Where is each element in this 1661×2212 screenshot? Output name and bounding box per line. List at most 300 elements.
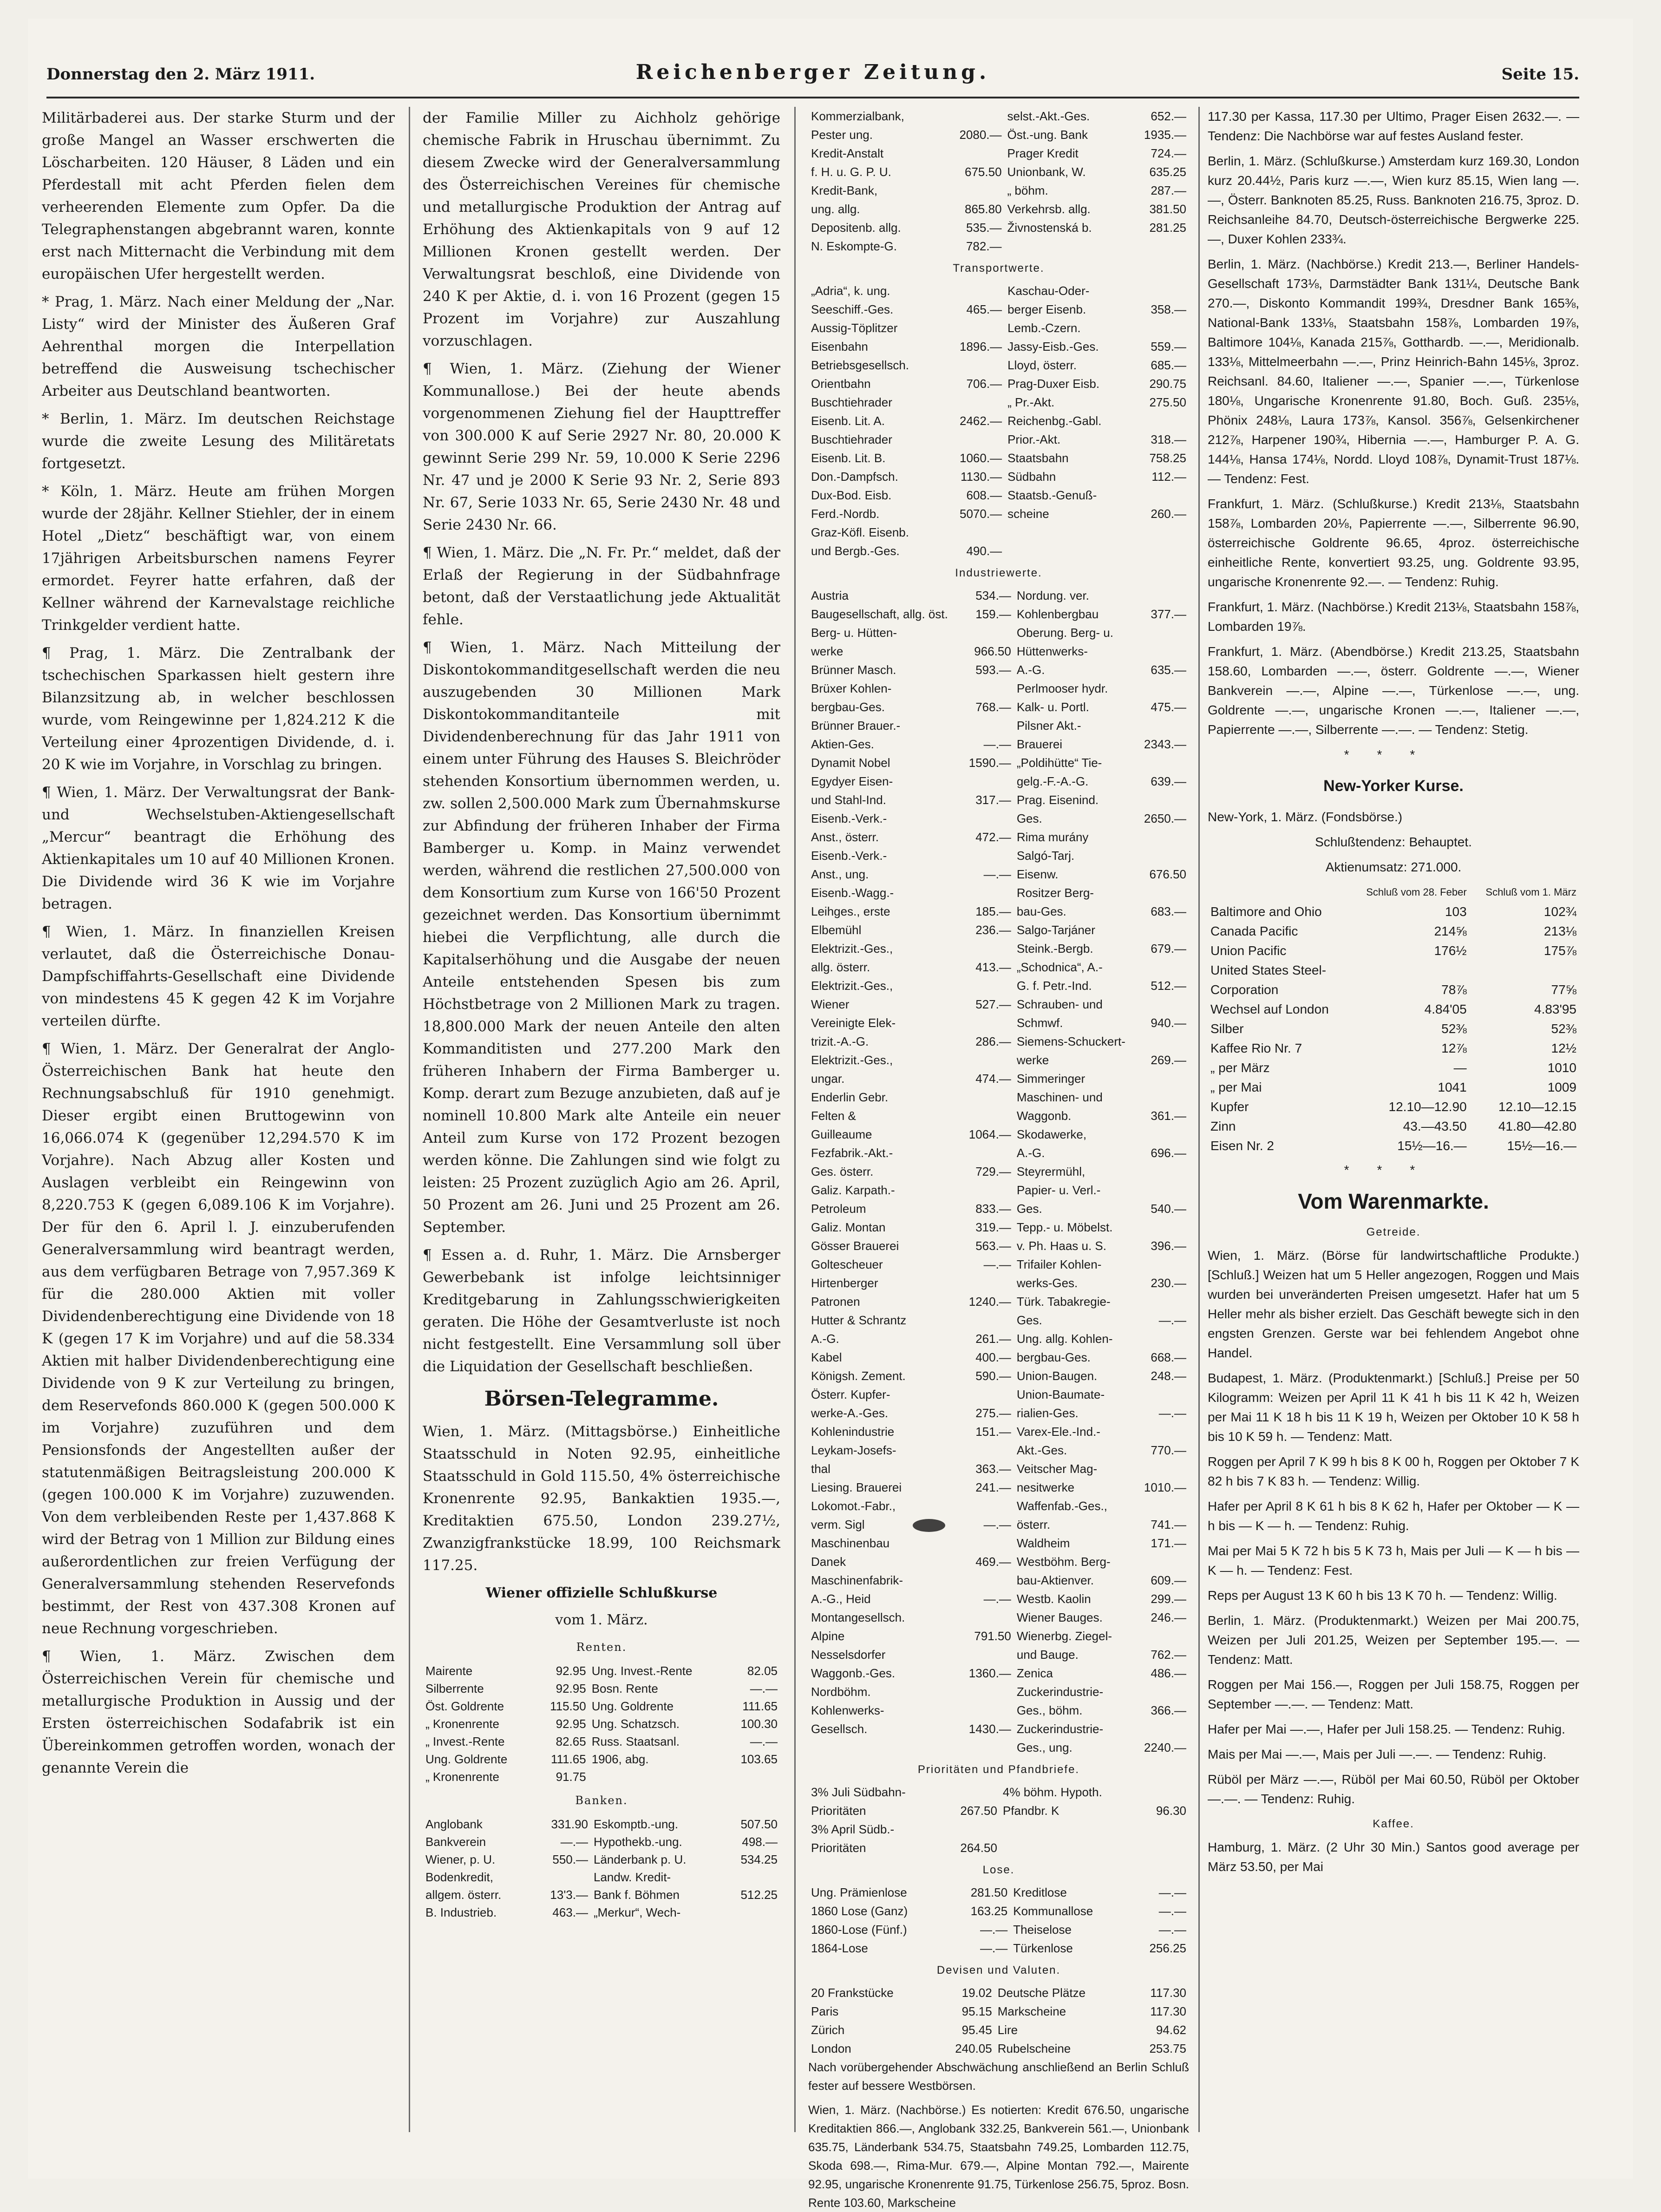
table-row	[808, 2002, 1189, 2021]
table-cell	[589, 1768, 726, 1786]
table-cell: Liesing. Brauerei	[811, 1480, 902, 1494]
table-cell	[941, 107, 1005, 125]
table-cell: Kommunallose	[1013, 1904, 1093, 1918]
table-cell	[1134, 412, 1189, 430]
table-cell: Akt.-Ges.	[1016, 1443, 1067, 1457]
table-cell	[1138, 1088, 1189, 1106]
table-cell	[1138, 753, 1189, 772]
table-cell: 175⅞	[1543, 943, 1576, 958]
table-cell: Gesellsch.	[811, 1722, 868, 1736]
table-row	[808, 1014, 1189, 1032]
table-row	[1208, 1000, 1579, 1019]
table-row	[808, 1920, 1189, 1939]
table-row	[808, 1664, 1189, 1682]
table-row	[808, 958, 1189, 976]
table-cell: 236.—	[975, 923, 1011, 937]
table-cell	[1134, 523, 1189, 542]
table-cell: werks-Ges.	[1016, 1276, 1078, 1290]
column-header: Schluß vom 1. März	[1485, 886, 1576, 898]
table-cell: 683.—	[1151, 904, 1186, 918]
table-row	[808, 1801, 1189, 1820]
table-cell	[1138, 883, 1189, 902]
table-cell: und Bergb.-Ges.	[811, 544, 900, 558]
table-cell: 2343.—	[1144, 737, 1186, 751]
table-cell	[942, 523, 1005, 542]
table-cell: Simmeringer	[1016, 1072, 1086, 1086]
table-cell: Perlmooser hydr.	[1016, 681, 1108, 695]
table-cell: „Poldihütte“ Tie-	[1016, 756, 1102, 770]
table-cell: Kredit-Anstalt	[811, 146, 884, 160]
table-row	[808, 1497, 1189, 1515]
table-cell: 1864-Lose	[811, 1941, 868, 1955]
table-cell	[1138, 1552, 1189, 1571]
table-cell	[962, 716, 1014, 735]
column-header: Schluß vom 28. Feber	[1366, 886, 1467, 898]
table-cell: Ung. Goldrente	[425, 1752, 508, 1766]
table-cell: —.—	[983, 1257, 1011, 1271]
page-number: Seite 15.	[1501, 65, 1579, 84]
subheading: vom 1. März.	[555, 1612, 648, 1628]
table-cell: Goltescheuer	[811, 1257, 883, 1271]
column-4	[1208, 107, 1579, 2132]
table-row	[808, 393, 1189, 412]
table-cell	[962, 1014, 1014, 1032]
table-cell: thal	[811, 1462, 830, 1476]
table-row	[808, 698, 1189, 716]
table-cell: Felten &	[811, 1109, 856, 1123]
table-cell	[723, 1868, 780, 1886]
table-cell: Galiz. Montan	[811, 1220, 886, 1234]
table-cell: —.—	[750, 1734, 778, 1748]
table-row	[423, 1833, 780, 1851]
table-cell: Ung. Schatzsch.	[591, 1717, 680, 1731]
table-cell	[1470, 961, 1579, 980]
article-paragraph: ¶ Wien, 1. März. (Ziehung der Wiener Kommunallose.) Bei der heute abends vorgenommenen Ziehung fiel der Haupttreffer von 300.000 K auf Serie 2927 Nr. 80, 20.000 K gewinnt Serie 299 Nr. 59, 10.000 K Serie 2296 Nr. 47 und je 2000 K Serie 93 Nr. 2, Serie 893 Nr. 67, Serie 1033 Nr. 65, Serie 2430 Nr. 48 und Serie 2430 Nr. 66.	[423, 360, 780, 533]
table-cell: Waggonb.-Ges.	[811, 1666, 896, 1680]
table-cell: Lire	[997, 2023, 1018, 2037]
table-cell: Lloyd, österr.	[1007, 358, 1077, 372]
table-cell: 1896.—	[960, 340, 1002, 353]
table-cell: 12⅞	[1441, 1041, 1467, 1055]
table-cell	[1134, 319, 1189, 337]
table-cell: werke-A.-Ges.	[811, 1406, 889, 1420]
quote-table-newyork	[1208, 883, 1579, 1156]
table-cell: Enderlin Gebr.	[811, 1090, 889, 1104]
table-cell: bau-Aktienver.	[1016, 1573, 1094, 1587]
table-row	[808, 449, 1189, 467]
table-cell	[943, 1820, 1000, 1839]
table-cell: 679.—	[1151, 942, 1186, 955]
table-cell: Schmwf.	[1016, 1016, 1063, 1030]
table-cell: Berg- u. Hütten-	[811, 626, 897, 640]
table-row	[423, 1886, 780, 1904]
table-row	[808, 902, 1189, 921]
article-paragraph: Frankfurt, 1. März. (Nachbörse.) Kredit 213⅛, Staatsbahn 158⅞, Lombarden 19⅞.	[1208, 600, 1579, 634]
article-paragraph: Nach vorübergehender Abschwächung anschließend an Berlin Schluß fester auf bessere Westbörsen.	[808, 2060, 1189, 2093]
table-cell	[1125, 237, 1189, 255]
table-row	[808, 1720, 1189, 1738]
table-cell: 791.50	[974, 1629, 1011, 1643]
article-paragraph: Hamburg, 1. März. (2 Uhr 30 Min.) Santos good average per März 53.50, per Mai	[1208, 1840, 1579, 1874]
table-cell	[1000, 1820, 1141, 1839]
table-cell	[962, 623, 1014, 642]
table-cell	[942, 281, 1005, 300]
table-cell: 377.—	[1151, 607, 1186, 621]
table-cell: Öst. Goldrente	[425, 1699, 504, 1713]
subheading: Industriewerte.	[955, 567, 1042, 579]
table-cell: 52⅜	[1551, 1021, 1576, 1036]
table-cell: 319.—	[975, 1220, 1011, 1234]
column-1	[42, 107, 395, 2132]
table-cell	[726, 1768, 780, 1786]
table-row	[808, 144, 1189, 163]
quote-table-renten	[423, 1662, 780, 1786]
article-paragraph: ¶ Wien, 1. März. Nach Mitteilung der Diskontokommanditgesellschaft werden die neu auszugebenden 30 Millionen Mark Diskontokommanditanteile mit Dividendenberechnung für das Jahr 1911 von einem unter Führung des Hauses S. Bleichröder stehenden Konsortium übernommen werden, u. zw. sollen 2,500.000 Mark zum Übernahmskurse zur Abfindung der früheren Inhaber der Firma Bamberger u. Komp. in Mainz verwendet werden, während die restlichen 27,500.000 von dem Konsortium zum Kurse von 166'50 Prozent gezeichnet werden. Das Konsortium übernimmt hiebei die Verpflichtung, alle durch die Kapitalserhöhung und die Ausgabe der neuen Anteile entstehenden Spesen bis zum Höchstbetrage von 2 Millionen Mark zu tragen. 18,800.000 Mark der neuen Anteile den alten Kommanditisten und 277.200 Mark den früheren Inhabern der Firma Bamberger u. Komp. derart zum Bezuge anzubieten, daß auf je nominell 10.800 Mark alte Anteile ein neuer Anteil zum Kurse von 172 Prozent bezogen werden könne. Die Zahlungen sind wie folgt zu leisten: 25 Prozent zuzüglich Agio am 26. April, 50 Prozent am 26. Juni und 25 Prozent am 26. September.	[423, 639, 780, 1236]
table-cell	[962, 1385, 1014, 1404]
table-cell	[1005, 237, 1125, 255]
table-row	[808, 753, 1189, 772]
table-cell: „Schodnica“, A.-	[1016, 960, 1103, 974]
table-row	[1208, 980, 1579, 1000]
table-row	[808, 716, 1189, 735]
table-row	[808, 486, 1189, 504]
table-cell: Union Pacific	[1210, 943, 1287, 958]
table-row	[808, 430, 1189, 449]
table-cell: Prioritäten	[811, 1841, 866, 1855]
subheading: Renten.	[576, 1641, 627, 1654]
article-paragraph: Roggen per Mai 156.—, Roggen per Juli 158.75, Roggen per September —.—. — Tendenz: Matt.	[1208, 1677, 1579, 1711]
table-row	[808, 412, 1189, 430]
table-cell: „ Kronenrente	[425, 1717, 499, 1731]
table-cell: 214⅝	[1434, 924, 1467, 938]
table-cell: —	[1453, 1060, 1467, 1075]
table-row	[423, 1697, 780, 1715]
table-cell: 1860-Lose (Fünf.)	[811, 1923, 907, 1937]
table-cell: 261.—	[975, 1332, 1011, 1346]
table-cell: 498.—	[742, 1835, 778, 1849]
table-cell: 685.—	[1151, 358, 1186, 372]
table-cell: Wiener Bauges.	[1016, 1610, 1103, 1624]
table-cell: Ung. Goldrente	[591, 1699, 674, 1713]
table-cell	[1138, 1497, 1189, 1515]
table-row	[808, 791, 1189, 809]
table-cell: Rubelscheine	[997, 2042, 1071, 2055]
table-cell: 281.25	[1149, 221, 1186, 235]
table-cell: 639.—	[1151, 774, 1186, 788]
table-cell: 111.65	[551, 1752, 586, 1766]
table-cell	[1134, 486, 1189, 504]
table-row	[423, 1904, 780, 1921]
table-row	[808, 337, 1189, 356]
table-cell: Siemens-Schuckert-	[1016, 1034, 1125, 1048]
table-cell	[1138, 1292, 1189, 1311]
table-cell	[1134, 281, 1189, 300]
table-cell: Galiz. Karpath.-	[811, 1183, 895, 1197]
table-cell: Kreditlose	[1013, 1885, 1067, 1899]
table-row	[808, 1534, 1189, 1552]
table-row	[423, 1715, 780, 1733]
table-cell	[1141, 1820, 1189, 1839]
table-cell: Baugesellschaft, allg. öst.	[811, 607, 948, 621]
table-cell: 20 Frankstücke	[811, 1986, 894, 2000]
table-cell: 2240.—	[1144, 1741, 1186, 1754]
table-cell: 77⅝	[1551, 982, 1576, 997]
table-cell: 706.—	[966, 377, 1002, 391]
table-cell: 1041	[1438, 1080, 1467, 1094]
subheading: Prioritäten und Pfandbriefe.	[917, 1763, 1080, 1776]
table-cell: 512.—	[1151, 979, 1186, 993]
table-cell: 1590.—	[968, 756, 1011, 770]
table-cell	[962, 1497, 1014, 1515]
table-row	[808, 1199, 1189, 1218]
table-cell	[532, 1868, 591, 1886]
table-cell: Montangesellsch.	[811, 1610, 905, 1624]
table-cell: Unionbank, W.	[1007, 165, 1086, 179]
table-cell: 563.—	[975, 1239, 1011, 1253]
table-cell: Südbahn	[1007, 470, 1056, 484]
table-row	[423, 1815, 780, 1833]
table-cell: 465.—	[966, 302, 1002, 316]
article-paragraph: Berlin, 1. März. (Schlußkurse.) Amsterdam kurz 169.30, London kurz 20.44½, Paris kurz —.—, Wien kurz 85.15, Wien lang —.—, Österr. Banknoten 85.25, Russ. Banknoten 216.75, 3proz. D. Reichsanleihe 84.70, Deutsch-österreichische Bergwerke 225.—, Duxer Kohlen 233¾.	[1208, 154, 1579, 246]
table-cell	[1138, 791, 1189, 809]
table-cell: Rima murány	[1016, 830, 1089, 844]
table-cell: Steink.-Bergb.	[1016, 942, 1093, 955]
table-cell: London	[811, 2042, 851, 2055]
table-cell: 52⅜	[1441, 1021, 1467, 1036]
table-row	[808, 1088, 1189, 1106]
table-cell: —.—	[1158, 1406, 1186, 1420]
table-cell: 256.25	[1149, 1941, 1186, 1955]
table-cell: 241.—	[975, 1480, 1011, 1494]
table-cell: 176½	[1434, 943, 1467, 958]
table-cell: 103	[1445, 904, 1467, 919]
table-cell: 13'3.—	[550, 1888, 588, 1902]
article-paragraph: Mais per Mai —.—, Mais per Juli —.—. — Tendenz: Ruhig.	[1208, 1747, 1547, 1761]
table-row	[423, 1868, 780, 1886]
table-cell: Ung. allg. Kohlen-	[1016, 1332, 1113, 1346]
table-cell: —.—	[980, 1923, 1008, 1937]
article-paragraph: ¶ Wien, 1. März. In finanziellen Kreisen verlautet, daß die Österreichische Donau-Dampfschiffahrts-Gesellschaft eine Dividende von mindestens 45 K gegen 42 K im Vorjahre verteilen dürfte.	[42, 923, 395, 1029]
table-cell: Gösser Brauerei	[811, 1239, 899, 1253]
quote-table-transport	[808, 281, 1189, 560]
table-cell: —.—	[983, 737, 1011, 751]
table-row	[808, 1404, 1189, 1422]
table-cell: Ges.	[1016, 1313, 1042, 1327]
table-cell: Elektrizit.-Ges.,	[811, 942, 893, 955]
table-cell: Fezfabrik.-Akt.-	[811, 1146, 893, 1160]
article-paragraph: New-York, 1. März. (Fondsbörse.)	[1208, 810, 1403, 824]
table-cell: Skodawerke,	[1016, 1127, 1087, 1141]
table-cell: Bankverein	[425, 1835, 486, 1849]
table-cell: Kohlenwerks-	[811, 1703, 884, 1717]
table-cell: Buschtiehrader	[811, 395, 892, 409]
table-cell	[962, 1441, 1014, 1459]
table-row	[808, 1292, 1189, 1311]
table-cell: Eisenb.-Verk.-	[811, 849, 887, 863]
table-cell: Brünner Brauer.-	[811, 719, 901, 733]
table-cell	[723, 1904, 780, 1921]
table-cell	[1138, 828, 1189, 846]
table-row	[808, 642, 1189, 661]
table-cell: 635.25	[1149, 165, 1186, 179]
table-cell: Elektrizit.-Ges.,	[811, 979, 893, 993]
table-cell	[1138, 586, 1189, 605]
table-cell: 527.—	[975, 997, 1011, 1011]
article-paragraph: Berlin, 1. März. (Nachbörse.) Kredit 213.—, Berliner Handels-Gesellschaft 173⅛, Darmstädter Bank 131¼, Deutsche Bank 270.—, Diskonto Kommandit 199¾, Dresdner Bank 165⅜, National-Bank 133⅛, Staatsbahn 158⅞, Lombarden 19⅞, Baltimore 104⅛, Kanada 215⅞, Gotthardb. —.—, Meridionalb. 133⅛, Mittelmeerbahn —.—, Prinz Heinrich-Bahn 145⅛, 3proz. Reichsanl. 84.60, Italiener —.—, Spanier —.—, Türkenlose 180⅛, Ungarische Kronenrente 91.80, Boch. Guß. 235⅛, Phönix 248⅛, Laura 173⅞, Kansol. 356⅞, Gelsenkirchener 212⅞, Harpener 190¾, Hibernia —.—, Hamburger P. A. G. 144⅛, Hansa 174⅛, Nordd. Lloyd 108⅞, Dynamit-Trust 187⅛. — Tendenz: Fest.	[1208, 257, 1579, 486]
table-cell: Eisenb. Lit. A.	[811, 414, 885, 428]
subheading: Banken.	[575, 1794, 628, 1807]
subheading: Kaffee.	[1373, 1818, 1414, 1830]
table-row	[808, 1608, 1189, 1627]
table-cell: Petroleum	[811, 1202, 866, 1216]
table-row	[808, 1348, 1189, 1367]
table-cell: 240.05	[955, 2042, 992, 2055]
table-row	[808, 939, 1189, 958]
table-cell: 19.02	[961, 1986, 992, 2000]
table-cell	[962, 1311, 1014, 1329]
table-cell: —.—	[983, 1518, 1011, 1531]
table-row	[808, 1181, 1189, 1199]
table-cell: 260.—	[1151, 507, 1186, 521]
table-cell: allgem. österr.	[425, 1888, 502, 1902]
table-cell: Österr. Kupfer-	[811, 1387, 890, 1401]
table-row	[808, 163, 1189, 181]
table-cell: Königsh. Zement.	[811, 1369, 906, 1383]
table-cell: 92.95	[556, 1682, 586, 1695]
table-row	[808, 1571, 1189, 1590]
table-row	[808, 319, 1189, 337]
table-cell: 400.—	[975, 1350, 1011, 1364]
table-row	[1208, 1136, 1579, 1156]
table-cell: Silber	[1210, 1021, 1244, 1036]
table-cell: 286.—	[975, 1034, 1011, 1048]
table-cell	[1138, 1422, 1189, 1441]
table-cell	[1141, 1783, 1189, 1801]
table-row	[808, 1627, 1189, 1645]
table-cell: Kohlenindustrie	[811, 1425, 895, 1439]
table-cell: 299.—	[1151, 1592, 1186, 1606]
table-cell: Tepp.- u. Möbelst.	[1016, 1220, 1113, 1234]
table-row	[423, 1851, 780, 1868]
table-row	[808, 921, 1189, 939]
table-cell: Don.-Dampfsch.	[811, 470, 898, 484]
table-cell: 741.—	[1151, 1518, 1186, 1531]
article-paragraph: ¶ Wien, 1. März. Der Verwaltungsrat der Bank- und Wechselstuben-Aktiengesellschaft „Mercur“ beantragt die Erhöhung des Aktienkapitales um 10 auf 40 Millionen Kronen. Die Dividende wird 36 K wie im Vorjahre betragen.	[42, 784, 395, 912]
table-cell: Theiselose	[1013, 1923, 1072, 1937]
table-row	[808, 1738, 1189, 1757]
table-cell	[1138, 1032, 1189, 1051]
table-cell: Deutsche Plätze	[997, 1986, 1086, 2000]
table-row	[808, 1645, 1189, 1664]
table-cell	[1138, 716, 1189, 735]
table-row	[808, 1883, 1189, 1902]
table-cell: 103.65	[740, 1752, 778, 1766]
table-cell	[1138, 1627, 1189, 1645]
table-cell: Bodenkredit,	[425, 1870, 493, 1884]
table-cell	[962, 1088, 1014, 1106]
table-cell: —.—	[1158, 1904, 1186, 1918]
table-row	[808, 1069, 1189, 1088]
article-paragraph: der Familie Miller zu Aichholz gehörige chemische Fabrik in Hruschau übernimmt. Zu diesem Zwecke wird der Generalversammlung des Österreichischen Vereines für chemische und metallurgische Produktion der Antrag auf Erhöhung des Aktienkapitals von 9 auf 12 Millionen Kronen gestellt werden. Der Verwaltungsrat beschloß, eine Dividende von 240 K per Aktie, d. i. von 16 Prozent (gegen 15 Prozent im Vorjahre) zur Auszahlung vorzuschlagen.	[423, 110, 780, 349]
masthead: Reichenberger Zeitung.	[635, 60, 990, 84]
table-cell: Anst., ung.	[811, 867, 869, 881]
table-cell: 1130.—	[960, 470, 1002, 484]
table-cell: —.—	[983, 1592, 1011, 1606]
table-cell: Anglobank	[425, 1817, 483, 1831]
table-row	[808, 1983, 1189, 2002]
table-cell	[941, 181, 1005, 200]
table-cell: bau-Ges.	[1016, 904, 1066, 918]
table-cell: 534.—	[975, 589, 1011, 602]
table-row	[808, 1329, 1189, 1348]
table-cell	[962, 1274, 1014, 1292]
article-paragraph: ¶ Essen a. d. Ruhr, 1. März. Die Arnsberger Gewerbebank ist infolge leichtsinniger Kreditgebarung in Zahlungsschwierigkeiten geraten. Die Höhe der Gesamtverluste ist noch nicht festgestellt. Eine Versammlung soll über die Liquidation der Gesellschaft beschließen.	[423, 1247, 780, 1375]
table-cell	[1138, 1329, 1189, 1348]
table-cell: österr.	[1016, 1518, 1051, 1531]
table-cell: Zinn	[1210, 1119, 1236, 1133]
table-row	[1208, 1039, 1579, 1058]
table-row	[808, 356, 1189, 374]
table-cell: Union-Baumate-	[1016, 1387, 1105, 1401]
table-cell: 111.65	[742, 1699, 778, 1713]
table-cell: 78⅞	[1441, 982, 1467, 997]
table-row	[808, 1051, 1189, 1069]
table-cell: Ung. Prämienlose	[811, 1885, 907, 1899]
table-cell: 117.30	[1150, 1986, 1186, 2000]
table-cell: 115.50	[550, 1699, 586, 1713]
table-row	[1208, 1097, 1579, 1117]
table-cell: Elbemühl	[811, 923, 862, 937]
table-cell: Austria	[811, 589, 849, 602]
table-cell: 264.50	[960, 1841, 997, 1855]
table-cell: A.-G.	[811, 1332, 839, 1346]
table-cell: 940.—	[1151, 1016, 1186, 1030]
table-cell: v. Ph. Haas u. S.	[1016, 1239, 1106, 1253]
table-cell: ungar.	[811, 1072, 845, 1086]
table-cell	[962, 1534, 1014, 1552]
table-cell: Ges., ung.	[1016, 1741, 1072, 1754]
table-cell	[941, 144, 1005, 163]
table-cell: 117.30	[1150, 2004, 1186, 2018]
table-cell: 112.—	[1151, 470, 1186, 484]
table-cell: Paris	[811, 2004, 839, 2018]
table-cell: 92.95	[556, 1664, 586, 1678]
table-cell: 413.—	[975, 960, 1011, 974]
table-row	[808, 865, 1189, 883]
table-cell	[962, 809, 1014, 828]
table-cell: Vereinigte Elek-	[811, 1016, 896, 1030]
table-cell: 318.—	[1151, 432, 1186, 446]
table-row	[808, 1939, 1189, 1957]
table-cell: N. Eskompte-G.	[811, 239, 897, 253]
article-paragraph: Hafer per April 8 K 61 h bis 8 K 62 h, Hafer per Oktober — K — h bis — K — h. — Tendenz: Ruhig.	[1208, 1499, 1579, 1533]
table-cell: Prager Kredit	[1007, 146, 1079, 160]
table-cell: Hüttenwerks-	[1016, 644, 1088, 658]
table-cell: Bosn. Rente	[591, 1682, 658, 1695]
table-cell: 550.—	[552, 1852, 588, 1866]
article-paragraph: Hafer per Mai —.—, Hafer per Juli 158.25. — Tendenz: Ruhig.	[1208, 1722, 1565, 1736]
table-cell: Wiener, p. U.	[425, 1852, 496, 1866]
table-cell: Länderbank p. U.	[594, 1852, 687, 1866]
table-row	[808, 586, 1189, 605]
table-cell: Rositzer Berg-	[1016, 886, 1094, 900]
table-cell	[1138, 1682, 1189, 1701]
table-cell: Zürich	[811, 2023, 845, 2037]
quote-table-top	[808, 107, 1189, 255]
table-cell: 463.—	[552, 1905, 588, 1919]
table-cell: 275.—	[975, 1406, 1011, 1420]
section-heading: Vom Warenmarkte.	[1298, 1189, 1489, 1213]
